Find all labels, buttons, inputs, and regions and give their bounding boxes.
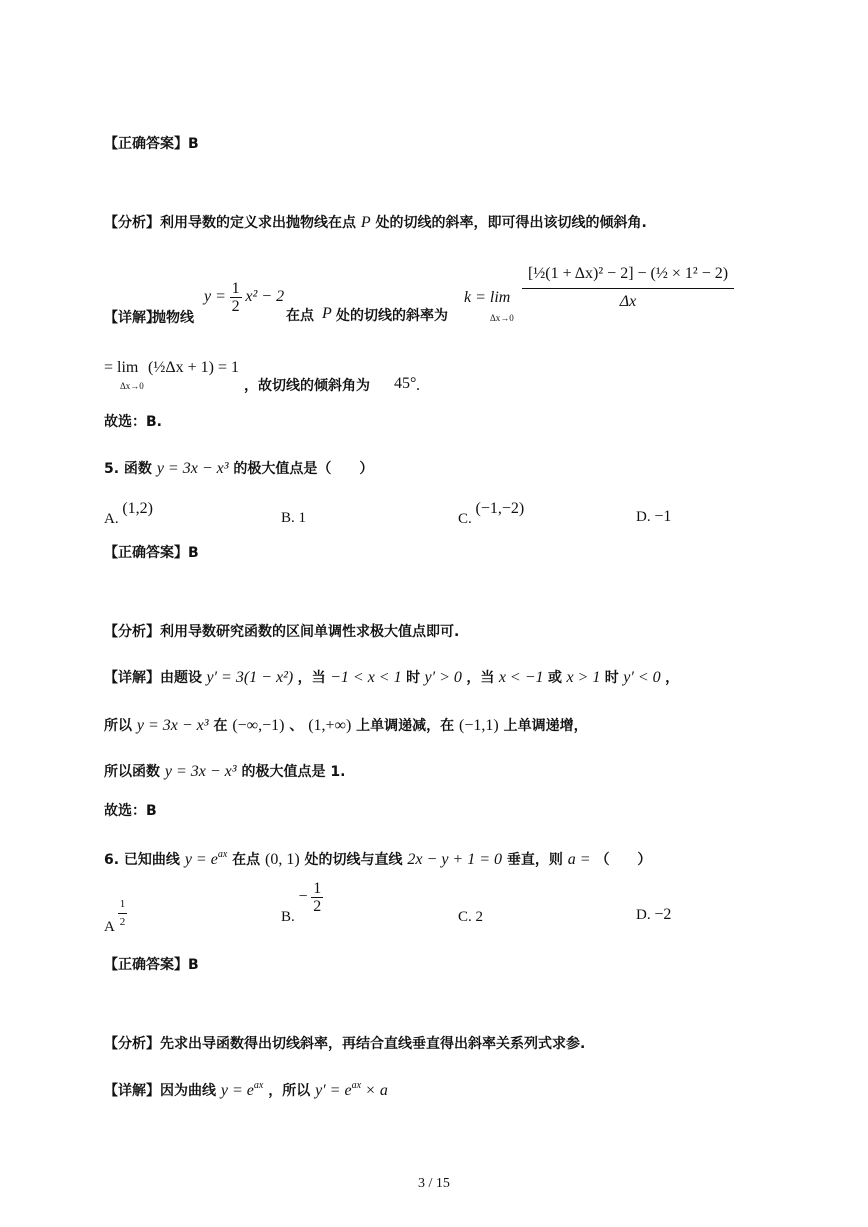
analysis-tag: 【分析】 xyxy=(104,1036,160,1052)
q6-number: 6. 已知曲线 xyxy=(104,852,180,868)
q5-number: 5. 函数 xyxy=(104,461,152,477)
option-value: 1 xyxy=(298,510,307,526)
inequality-formula: y′ < 0 xyxy=(623,669,661,686)
line-formula: 2x − y + 1 = 0 xyxy=(407,851,503,868)
d2-text: 上单调递增， xyxy=(503,718,588,734)
q5-option-b xyxy=(281,510,306,527)
curve-formula xyxy=(185,851,227,868)
detail-mid-2: 处的切线的斜率为 xyxy=(336,308,448,324)
interval-formula: (−∞,−1) xyxy=(232,717,285,734)
q6-text: 处的切线与直线 xyxy=(304,852,403,868)
option-value: 2 xyxy=(475,909,484,925)
derivative-formula: y′ = 3(1 − x²) xyxy=(206,669,294,686)
interval-formula: −1 < x < 1 xyxy=(330,669,402,686)
analysis-text: 利用导数研究函数的区间单调性求极大值点即可. xyxy=(160,624,460,640)
d2-text: 上单调递减，在 xyxy=(356,718,455,734)
d2-text: 在 xyxy=(213,718,228,734)
q5-stem-rest: 的极大值点是（ ） xyxy=(233,461,374,477)
option-label: B. xyxy=(281,510,295,526)
a-formula: a = xyxy=(567,851,591,868)
line2-text: ，故切线的倾斜角为 xyxy=(244,378,370,394)
lim-sub: Δx→0 xyxy=(490,313,514,323)
q6-option-c xyxy=(458,909,483,926)
option-fraction: $\frac{1}{2}$ xyxy=(313,880,322,915)
detail-prefix: 抛物线 xyxy=(152,310,194,326)
option-label: D. xyxy=(636,509,651,525)
q4-answer-line xyxy=(104,134,199,154)
formula-y-rest: x² − 2 xyxy=(245,287,285,305)
formula-k: k = lim xyxy=(464,289,511,306)
d1-text: ，当 xyxy=(466,670,495,686)
point-formula: (0, 1) xyxy=(265,851,300,868)
q5-detail-line-1 xyxy=(104,668,679,688)
derivative-formula-base: y′ = e xyxy=(315,1082,352,1099)
angle-value: 45° xyxy=(394,375,417,392)
q6-text: 垂直，则 xyxy=(506,852,563,868)
line2-lim: = lim xyxy=(104,359,139,376)
function-formula: y = 3x − x³ xyxy=(164,763,237,780)
d1-text: 时 xyxy=(406,670,421,686)
answer-value: B xyxy=(188,136,199,152)
d3-text: 所以函数 xyxy=(104,764,160,780)
curve-formula-exp: ax xyxy=(217,849,228,860)
q5-option-c xyxy=(458,500,525,527)
page-number: 3 / 15 xyxy=(418,1176,450,1191)
half-fraction: $\frac{1}{2}$ xyxy=(231,280,240,315)
line2-lim-sub: Δx→0 xyxy=(120,381,144,391)
option-fraction: $\frac{1}{2}$ xyxy=(119,898,126,928)
d1-text: 时 xyxy=(604,670,619,686)
parabola-formula xyxy=(204,280,284,315)
line2-end: . xyxy=(416,377,420,394)
detail-tag: 【详解】 xyxy=(104,310,160,326)
derivative-formula-exp: ax xyxy=(351,1080,362,1091)
answer-value: B xyxy=(188,545,199,561)
q6-detail-line xyxy=(104,1076,388,1101)
function-formula: y = 3x − x³ xyxy=(136,717,209,734)
option-label: A xyxy=(104,918,115,935)
slope-fraction: $\frac{\text{[½(1 + Δx)² − 2] − (½ × 1² − 2)}}{\Delta x}$ xyxy=(522,260,734,315)
inequality-formula: x < −1 xyxy=(498,669,544,686)
answer-tag: 【正确答案】 xyxy=(104,136,188,152)
detail-tag: 【详解】 xyxy=(104,1083,160,1099)
detail-text: ，所以 xyxy=(268,1083,311,1099)
curve-formula-exp: ax xyxy=(253,1080,264,1091)
detail-tag: 【详解】 xyxy=(104,670,160,686)
point-p-2: P xyxy=(322,305,332,322)
q5-answer-line xyxy=(104,543,199,563)
q6-option-a xyxy=(104,896,127,935)
option-label: B. xyxy=(281,908,295,925)
inequality-formula: x > 1 xyxy=(566,669,601,686)
detail-mid: 在点 xyxy=(286,308,314,324)
inequality-formula: y′ > 0 xyxy=(424,669,462,686)
answer-tag: 【正确答案】 xyxy=(104,545,188,561)
q6-option-b xyxy=(281,880,323,925)
q4-analysis-line xyxy=(104,213,647,233)
formula-y: y = xyxy=(204,287,226,305)
analysis-text: 先求出导函数得出切线斜率，再结合直线垂直得出斜率关系列式求参. xyxy=(160,1036,586,1052)
d1-text: 或 xyxy=(547,670,562,686)
option-label: C. xyxy=(458,909,472,925)
q6-text: 在点 xyxy=(232,852,261,868)
curve-formula xyxy=(221,1082,263,1099)
analysis-text-2: 处的切线的斜率，即可得出该切线的倾斜角. xyxy=(375,215,647,231)
q6-answer-line xyxy=(104,955,199,975)
q6-analysis-line xyxy=(104,1034,585,1054)
q6-text: （ ） xyxy=(595,852,652,868)
option-label: C. xyxy=(458,511,472,527)
curve-formula-base: y = e xyxy=(220,1082,254,1099)
analysis-tag: 【分析】 xyxy=(104,624,160,640)
curve-formula-base: y = e xyxy=(184,851,218,868)
q5-detail-line-2 xyxy=(104,716,588,736)
analysis-text: 利用导数的定义求出抛物线在点 xyxy=(160,215,356,231)
option-label: A. xyxy=(104,511,119,527)
analysis-tag: 【分析】 xyxy=(104,215,160,231)
d1-text: ， xyxy=(665,670,680,686)
answer-tag: 【正确答案】 xyxy=(104,957,188,973)
q5-detail-line-3 xyxy=(104,762,345,782)
derivative-formula-rest: × a xyxy=(365,1082,388,1099)
option-value: −2 xyxy=(654,906,672,923)
q6-stem xyxy=(104,845,651,870)
q5-stem xyxy=(104,459,373,479)
derivative-formula xyxy=(315,1082,388,1099)
option-value: (−1,−2) xyxy=(475,500,525,517)
point-p: P xyxy=(360,214,371,231)
d2-text: 、 xyxy=(289,718,304,734)
detail-text: 因为曲线 xyxy=(160,1083,216,1099)
d1-text: ，当 xyxy=(297,670,326,686)
option-value: −1 xyxy=(654,508,672,525)
option-sign: − xyxy=(298,887,308,905)
option-label: D. xyxy=(636,907,651,923)
q6-option-d xyxy=(636,906,671,924)
q5-analysis-line xyxy=(104,622,459,642)
d2-text: 所以 xyxy=(104,718,132,734)
interval-formula: (−1,1) xyxy=(459,717,499,734)
d3-text: 的极大值点是 1. xyxy=(241,764,346,780)
q5-option-a xyxy=(104,500,153,527)
interval-formula: (1,+∞) xyxy=(308,717,352,734)
q5-option-d xyxy=(636,508,671,526)
q5-choice-line: 故选：B xyxy=(104,803,157,819)
answer-value: B xyxy=(188,957,199,973)
line2-paren: (½Δx + 1) = 1 xyxy=(148,359,239,376)
d1-text: 由题设 xyxy=(160,670,202,686)
q4-choice-line: 故选：B. xyxy=(104,414,162,430)
q5-formula: y = 3x − x³ xyxy=(156,460,229,477)
option-value: (1,2) xyxy=(122,500,153,517)
